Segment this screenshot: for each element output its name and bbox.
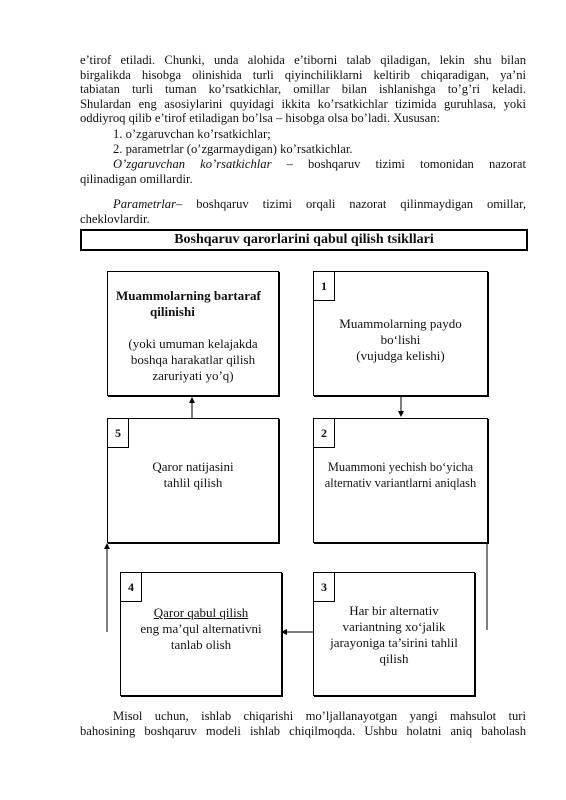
box-1 <box>313 271 488 396</box>
box-text: tahlil qilish <box>163 475 223 490</box>
box-text: qilinishi <box>150 304 195 319</box>
box-text: jarayoniga ta’sirini tahlil <box>330 635 458 650</box>
intro-line: oddiyroq qilib e’tirof etiladigan bo’lsa – hisobga olsa bo’ladi. Xususan: <box>80 111 441 126</box>
outro-line: Misol uchun, ishlab chiqarishi mo’ljallanayotgan yangi mahsulot turi <box>113 709 526 723</box>
box-3 <box>313 572 475 696</box>
box-text: boshqa harakatlar qilish <box>130 352 256 367</box>
box-2-text <box>316 459 485 491</box>
parameter-term: Parametrlar <box>113 197 176 211</box>
intro-line: birgalikda hisobga olinishida turli qiyinchiliklarni keltirib chiqaradigan, ya’ni <box>80 67 526 82</box>
box-resolved <box>107 271 279 396</box>
box-2 <box>313 418 488 543</box>
box-number: 3 <box>314 573 335 602</box>
box-text: (vujudga kelishi) <box>356 348 445 363</box>
box-text: Muammoni yechish bo‘yicha <box>327 460 474 474</box>
outro-line: bahosining boshqaruv modeli ishlab chiqilmoqda. Ushbu holatni aniq baholash <box>80 723 526 738</box>
variable-desc: – boshqaruv tizimi tomonidan nazorat <box>271 157 526 171</box>
box-1-text <box>318 316 483 364</box>
box-5-text <box>112 459 274 491</box>
intro-line: e’tirof etiladi. Chunki, unda alohida e’tiborni talab qiladigan, lekin shu bilan <box>80 53 526 67</box>
diagram-title: Boshqaruv qarorlarini qabul qilish tsikllari <box>80 229 528 251</box>
box-text: (yoki umuman kelajakda <box>128 336 258 351</box>
box-text: eng ma’qul alternativni <box>140 621 262 636</box>
box-number: 2 <box>314 419 335 448</box>
box-4-text <box>123 605 279 653</box>
box-text: alternativ variantlarni aniqlash <box>324 476 477 490</box>
box-text: Har bir alternativ <box>349 603 439 618</box>
definition-line: qilinadigan omillardir. <box>80 171 193 186</box>
box-4 <box>120 572 282 696</box>
box-text: Muammolarning paydo <box>339 316 462 331</box>
box-text: tanlab olish <box>170 637 232 652</box>
box-resolved-note <box>110 336 276 384</box>
box-text: bo‘lishi <box>380 332 421 347</box>
box-number: 5 <box>108 419 129 448</box>
intro-line: Shulardan eng asosiylarini quyidagi ikkita ko’rsatkichlar tizimida guruhlasa, yoki <box>80 96 526 111</box>
parameter-desc: – boshqaruv tizimi orqali nazorat qilinmaydigan omillar, <box>175 197 526 211</box>
box-number: 1 <box>314 272 335 301</box>
box-text: zaruriyati yo’q) <box>152 368 234 383</box>
box-resolved-title <box>116 288 276 320</box>
box-text: variantning xo‘jalik <box>342 619 446 634</box>
box-text: Qaror natijasini <box>152 459 234 474</box>
variable-term: O’zgaruvchan ko’rsatkichlar <box>113 157 272 171</box>
box-number: 4 <box>121 573 142 602</box>
intro-line: tabiatan turli tuman ko’rsatkichlar, omillar bilan ishlanishga to’g’ri keladi. <box>80 82 526 97</box>
list-item: 1. o’zgaruvchan ko’rsatkichlar; <box>113 127 271 141</box>
box-3-text <box>316 603 472 667</box>
definition-line: cheklovlardir. <box>80 211 150 226</box>
box-text: Qaror qabul qilish <box>153 605 249 620</box>
outro-paragraph <box>80 709 526 738</box>
box-5 <box>107 418 279 543</box>
box-text: Muammolarning bartaraf <box>116 288 261 303</box>
list-item: 2. parametrlar (o’zgarmaydigan) ko’rsatkichlar. <box>113 142 353 156</box>
box-text: qilish <box>379 651 409 666</box>
